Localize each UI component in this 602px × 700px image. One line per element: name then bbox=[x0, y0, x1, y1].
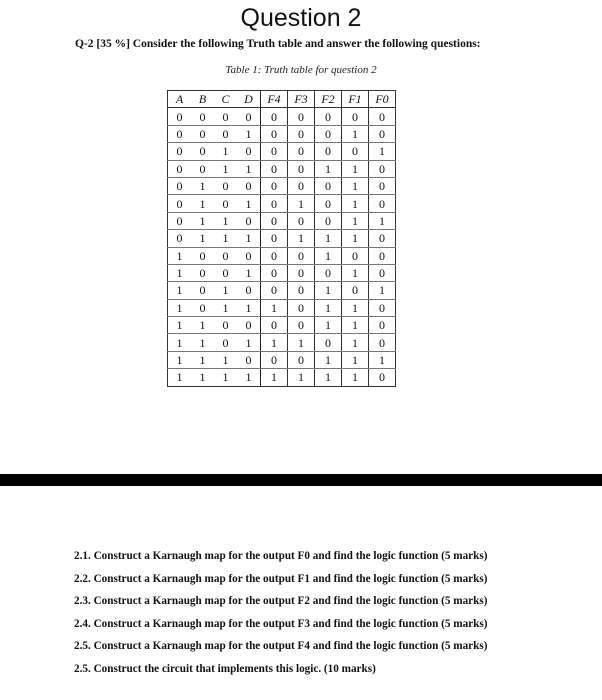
table-cell: 1 bbox=[369, 143, 396, 160]
table-cell: 1 bbox=[168, 299, 192, 316]
header-cell: F0 bbox=[369, 91, 396, 108]
table-cell: 0 bbox=[288, 264, 315, 281]
table-cell: 0 bbox=[261, 195, 288, 212]
table-cell: 1 bbox=[342, 212, 369, 229]
table-row bbox=[168, 230, 396, 247]
table-cell: 0 bbox=[214, 177, 237, 194]
table-cell: 1 bbox=[237, 230, 261, 247]
header-cell: C bbox=[214, 91, 237, 108]
table-cell: 0 bbox=[315, 177, 342, 194]
table-cell: 1 bbox=[168, 264, 192, 281]
table-cell: 0 bbox=[315, 264, 342, 281]
table-cell: 1 bbox=[237, 195, 261, 212]
table-cell: 1 bbox=[168, 247, 192, 264]
header-cell: F3 bbox=[288, 91, 315, 108]
table-row bbox=[168, 143, 396, 160]
table-cell: 0 bbox=[261, 177, 288, 194]
table-cell: 1 bbox=[168, 282, 192, 299]
table-cell: 1 bbox=[342, 177, 369, 194]
page-title: Question 2 bbox=[240, 4, 362, 32]
table-row bbox=[168, 282, 396, 299]
header-cell: F4 bbox=[261, 91, 288, 108]
table-cell: 0 bbox=[288, 177, 315, 194]
table-cell: 1 bbox=[342, 369, 369, 386]
table-row bbox=[168, 351, 396, 368]
table-cell: 1 bbox=[342, 299, 369, 316]
table-cell: 1 bbox=[342, 160, 369, 177]
table-cell: 1 bbox=[214, 282, 237, 299]
table-cell: 0 bbox=[369, 334, 396, 351]
table-cell: 1 bbox=[342, 334, 369, 351]
table-cell: 1 bbox=[237, 299, 261, 316]
table-cell: 0 bbox=[214, 317, 237, 334]
table-cell: 0 bbox=[237, 247, 261, 264]
table-cell: 0 bbox=[369, 264, 396, 281]
table-cell: 0 bbox=[288, 160, 315, 177]
table-row bbox=[168, 108, 396, 125]
table-cell: 0 bbox=[342, 143, 369, 160]
table-cell: 0 bbox=[214, 195, 237, 212]
table-cell: 0 bbox=[315, 195, 342, 212]
table-cell: 0 bbox=[168, 108, 192, 125]
table-cell: 1 bbox=[342, 230, 369, 247]
table-cell: 1 bbox=[222, 370, 229, 385]
table-cell: 0 bbox=[288, 125, 315, 142]
table-cell: 0 bbox=[369, 247, 396, 264]
table-cell: 1 bbox=[191, 317, 214, 334]
table-cell: 0 bbox=[315, 334, 342, 351]
table-cell: 1 bbox=[214, 160, 237, 177]
table-cell: 1 bbox=[214, 143, 237, 160]
table-cell: 0 bbox=[261, 351, 288, 368]
table-cell: 0 bbox=[214, 108, 237, 125]
question-item: 2.4. Construct a Karnaugh map for the output F3 and find the logic function (5 marks) bbox=[74, 617, 488, 630]
table-cell: 0 bbox=[237, 143, 261, 160]
table-cell: 1 bbox=[191, 334, 214, 351]
table-cell: 0 bbox=[261, 125, 288, 142]
table-cell: 0 bbox=[369, 108, 396, 125]
table-cell: 1 bbox=[315, 317, 342, 334]
table-cell: 0 bbox=[191, 108, 214, 125]
table-cell: 0 bbox=[214, 264, 237, 281]
table-cell: 1 bbox=[288, 230, 315, 247]
table-cell: 0 bbox=[369, 125, 396, 142]
table-cell: 0 bbox=[237, 177, 261, 194]
table-cell: 0 bbox=[191, 299, 214, 316]
table-cell: 0 bbox=[369, 317, 396, 334]
table-row bbox=[168, 247, 396, 264]
question-item: 2.5. Construct a Karnaugh map for the output F4 and find the logic function (5 marks) bbox=[74, 640, 488, 652]
truth-table bbox=[167, 90, 396, 387]
table-cell: 0 bbox=[369, 160, 396, 177]
table-cell: 0 bbox=[288, 282, 315, 299]
table-row bbox=[168, 299, 396, 316]
table-cell: 0 bbox=[261, 160, 288, 177]
header-cell: D bbox=[237, 91, 261, 108]
table-cell: 1 bbox=[214, 351, 237, 368]
table-cell: 0 bbox=[342, 282, 369, 299]
table-cell: 1 bbox=[191, 177, 214, 194]
table-cell: 1 bbox=[315, 247, 342, 264]
table-row bbox=[168, 212, 396, 229]
table-cell: 0 bbox=[261, 212, 288, 229]
table-cell: 0 bbox=[214, 125, 237, 142]
table-cell: 0 bbox=[214, 334, 237, 351]
table-cell: 0 bbox=[191, 125, 214, 142]
question-item: 2.5. Construct the circuit that implements this logic. (10 marks) bbox=[74, 662, 376, 675]
table-cell: 1 bbox=[315, 351, 342, 368]
table-cell: 0 bbox=[288, 317, 315, 334]
table-cell: 0 bbox=[191, 247, 214, 264]
table-cell: 0 bbox=[288, 351, 315, 368]
table-cell: 0 bbox=[237, 351, 261, 368]
table-cell: 0 bbox=[315, 125, 342, 142]
table-cell: 1 bbox=[288, 195, 315, 212]
table-cell: 0 bbox=[288, 108, 315, 125]
table-cell: 0 bbox=[237, 282, 261, 299]
table-cell: 0 bbox=[191, 282, 214, 299]
table-cell: 1 bbox=[214, 230, 237, 247]
table-cell: 1 bbox=[315, 282, 342, 299]
table-cell: 0 bbox=[261, 143, 288, 160]
question-item: 2.2. Construct a Karnaugh map for the output F1 and find the logic function (5 marks) bbox=[74, 572, 488, 585]
table-cell: 0 bbox=[168, 143, 192, 160]
table-cell: 1 bbox=[237, 160, 261, 177]
table-cell: 1 bbox=[191, 230, 214, 247]
table-cell: 0 bbox=[261, 282, 288, 299]
table-cell: 1 bbox=[191, 195, 214, 212]
header-cell: F1 bbox=[342, 91, 369, 108]
table-cell: 0 bbox=[168, 212, 192, 229]
table-cell: 1 bbox=[342, 195, 369, 212]
page-divider bbox=[0, 474, 602, 486]
table-cell: 0 bbox=[369, 369, 396, 386]
table-cell: 0 bbox=[288, 247, 315, 264]
table-cell: 1 bbox=[168, 351, 192, 368]
table-cell: 1 bbox=[369, 282, 396, 299]
table-row bbox=[168, 195, 396, 212]
table-cell: 1 bbox=[315, 369, 342, 386]
table-cell: 1 bbox=[214, 212, 237, 229]
table-cell: 0 bbox=[168, 195, 192, 212]
table-cell: 0 bbox=[369, 177, 396, 194]
table-cell: 0 bbox=[315, 108, 342, 125]
table-cell: 1 bbox=[191, 212, 214, 229]
question-item: 2.1. Construct a Karnaugh map for the output F0 and find the logic function (5 marks) bbox=[74, 550, 488, 562]
table-cell: 1 bbox=[237, 125, 261, 142]
table-cell: 0 bbox=[191, 143, 214, 160]
table-row bbox=[168, 334, 396, 351]
table-cell: 1 bbox=[245, 370, 252, 385]
table-cell: 0 bbox=[237, 108, 261, 125]
table-cell: 1 bbox=[342, 264, 369, 281]
question-list bbox=[74, 549, 487, 684]
table-cell: 0 bbox=[261, 247, 288, 264]
header-cell: B bbox=[191, 91, 214, 108]
table-cell: 1 bbox=[261, 299, 288, 316]
table-row bbox=[168, 264, 396, 281]
table-cell: 1 bbox=[168, 334, 192, 351]
table-cell: 1 bbox=[342, 317, 369, 334]
table-cell: 0 bbox=[191, 160, 214, 177]
table-row bbox=[168, 160, 396, 177]
table-cell: 1 bbox=[214, 299, 237, 316]
table-cell: 1 bbox=[288, 334, 315, 351]
table-cell: 1 bbox=[369, 351, 396, 368]
table-cell: 1 bbox=[342, 351, 369, 368]
question-intro: Q-2 [35 %] Consider the following Truth table and answer the following questions: bbox=[75, 38, 481, 50]
table-cell: 0 bbox=[261, 230, 288, 247]
table-cell: 0 bbox=[168, 177, 192, 194]
question-item: 2.3. Construct a Karnaugh map for the output F2 and find the logic function (5 marks) bbox=[74, 595, 488, 607]
table-cell: 1 bbox=[261, 369, 288, 386]
table-cell: 0 bbox=[261, 108, 288, 125]
table-row bbox=[168, 369, 396, 386]
table-cell: 1 bbox=[237, 334, 261, 351]
truth-table-header bbox=[168, 91, 396, 108]
table-row bbox=[168, 317, 396, 334]
table-caption: Table 1: Truth table for question 2 bbox=[225, 64, 377, 76]
table-cell: 0 bbox=[261, 317, 288, 334]
table-cell: 1 bbox=[369, 212, 396, 229]
table-cell: 0 bbox=[168, 230, 192, 247]
header-cell: A bbox=[168, 91, 192, 108]
table-cell: 0 bbox=[342, 108, 369, 125]
table-cell: 1 bbox=[191, 351, 214, 368]
table-cell: 1 bbox=[315, 230, 342, 247]
table-cell: 1 bbox=[168, 317, 192, 334]
table-cell: 0 bbox=[237, 212, 261, 229]
table-cell: 1 bbox=[176, 370, 183, 385]
table-cell: 1 bbox=[315, 299, 342, 316]
table-cell: 0 bbox=[288, 143, 315, 160]
table-cell: 0 bbox=[168, 125, 192, 142]
table-cell: 1 bbox=[288, 369, 315, 386]
table-cell: 0 bbox=[261, 264, 288, 281]
table-cell: 0 bbox=[369, 299, 396, 316]
table-cell: 0 bbox=[214, 247, 237, 264]
table-cell: 0 bbox=[237, 317, 261, 334]
table-cell: 0 bbox=[288, 212, 315, 229]
table-cell: 1 bbox=[342, 125, 369, 142]
table-cell: 0 bbox=[168, 160, 192, 177]
table-cell: 0 bbox=[191, 264, 214, 281]
table-cell: 0 bbox=[315, 212, 342, 229]
table-row bbox=[168, 177, 396, 194]
table-cell: 1 bbox=[199, 370, 206, 385]
header-cell: F2 bbox=[315, 91, 342, 108]
table-cell: 1 bbox=[237, 264, 261, 281]
table-cell: 0 bbox=[342, 247, 369, 264]
table-cell: 0 bbox=[369, 230, 396, 247]
table-cell: 1 bbox=[315, 160, 342, 177]
table-cell: 0 bbox=[369, 195, 396, 212]
table-row bbox=[168, 125, 396, 142]
table-cell: 0 bbox=[315, 143, 342, 160]
table-cell: 0 bbox=[288, 299, 315, 316]
table-cell: 1 bbox=[261, 334, 288, 351]
